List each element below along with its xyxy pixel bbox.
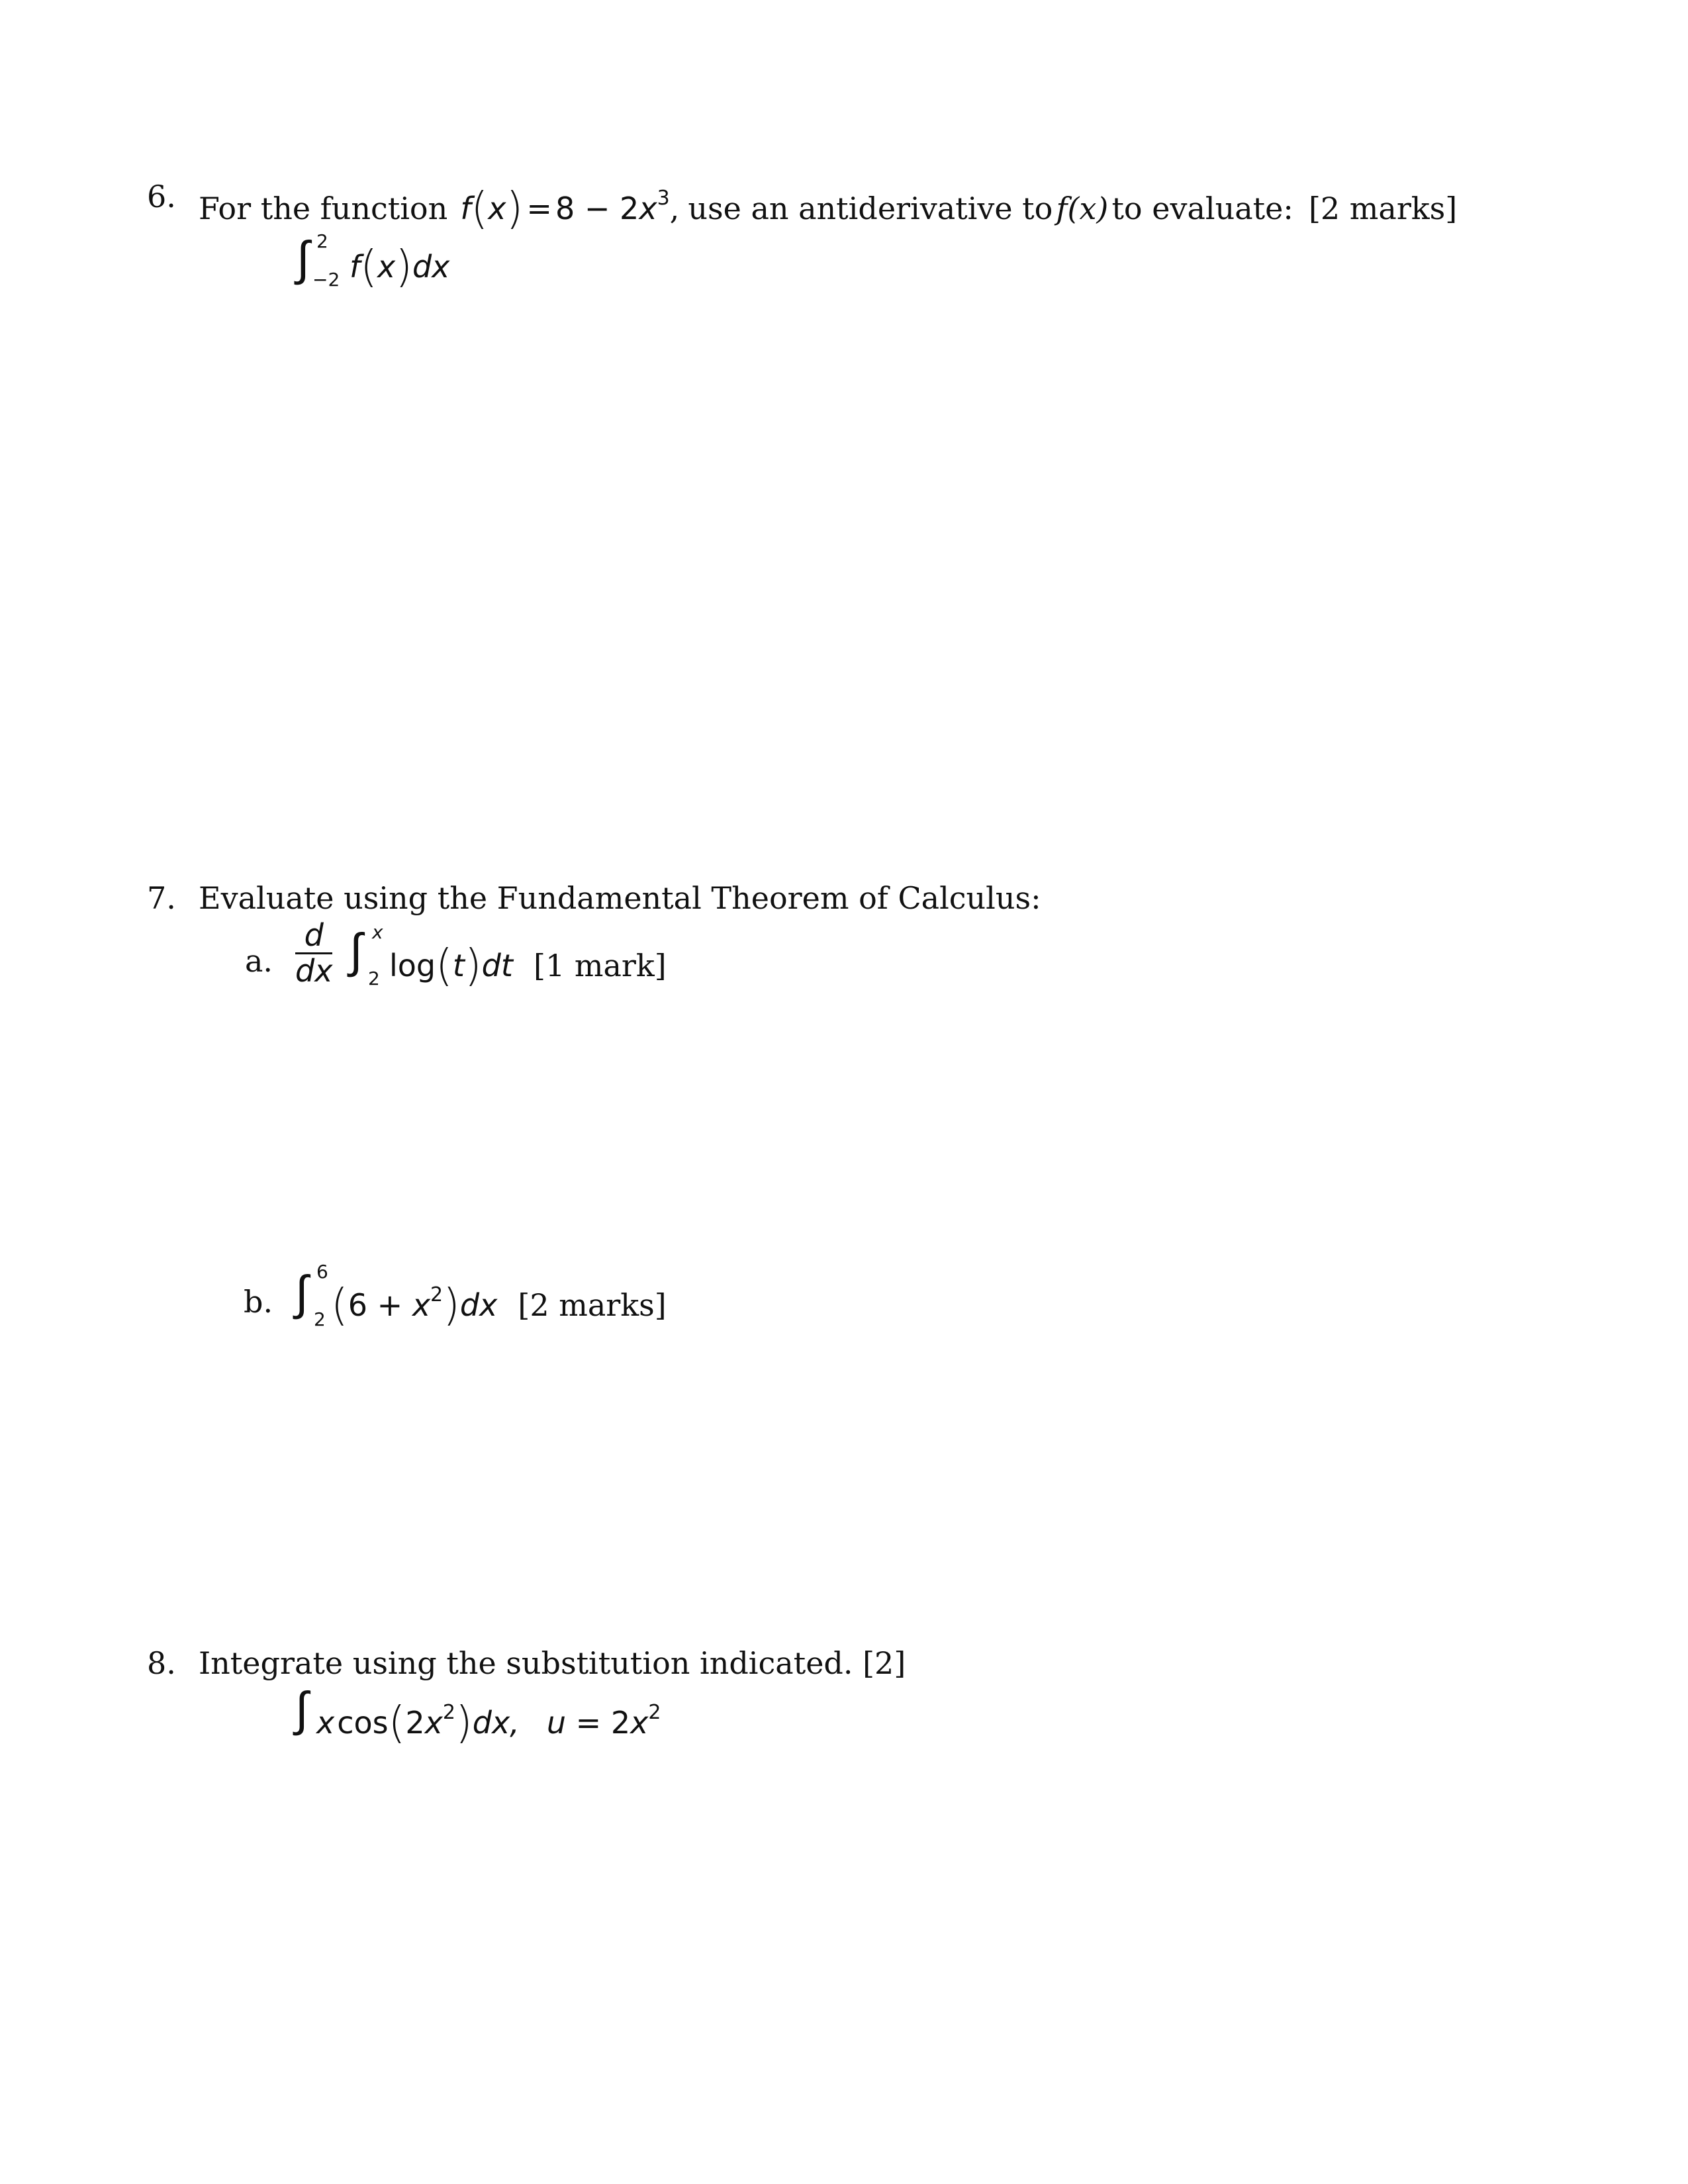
question-7-number: 7. (147, 880, 176, 916)
derivative-operator (295, 919, 332, 987)
differential: dt (481, 948, 513, 983)
differential: dx (412, 249, 450, 285)
question-6-line: For the function f(x) = 8 − 2x3, use an antiderivative to f(x) to evaluate: [2 marks] (199, 183, 1458, 234)
differential: dx, (472, 1705, 520, 1741)
integrand-arg: x (377, 249, 396, 285)
question-6-number: 6. (147, 179, 176, 214)
part-a-label: a. (245, 943, 273, 979)
log-arg: t (452, 948, 465, 983)
integral-sign: ∫ (295, 1265, 308, 1320)
inner-var: x (412, 1287, 431, 1323)
inner-coefficient: 2 (405, 1705, 425, 1741)
question-6-mid: use an antiderivative to (688, 191, 1053, 226)
question-6-lead: For the function (199, 191, 448, 226)
inner-var: x (424, 1705, 443, 1741)
inner-exponent: 2 (430, 1283, 444, 1306)
part-b-expression: ∫ 6 2 (6 + x2)dx [2 marks] (295, 1261, 667, 1330)
question-8-integral: ∫ xcos(2x2)dx, u = 2x2 (295, 1681, 661, 1748)
differential: dx (459, 1287, 498, 1323)
part-b-marks: [2 marks] (518, 1287, 667, 1323)
integral-lower-limit: 2 (368, 968, 380, 989)
question-6-marks: [2 marks] (1308, 191, 1458, 226)
expr-const: 8 − 2 (555, 191, 639, 226)
integral-lower-limit: 2 (314, 1308, 326, 1330)
integral-sign: ∫ (297, 230, 310, 286)
integral-upper-limit: x (372, 921, 383, 943)
log-function: log (389, 948, 436, 983)
substitution-equals: = 2 (566, 1705, 631, 1741)
comma: , (669, 191, 680, 226)
cos-function: cos (337, 1705, 389, 1741)
equals-sign: = (526, 191, 552, 226)
derivative-denominator: dx (295, 952, 333, 989)
substitution-exponent: 2 (648, 1701, 661, 1724)
inner-constant: 6 + (348, 1287, 412, 1323)
part-a-marks: [1 mark] (534, 948, 667, 983)
function-arg: x (488, 191, 506, 226)
integral-upper-limit: 2 (316, 230, 328, 252)
part-b-label: b. (244, 1284, 273, 1320)
integral-upper-limit: 6 (316, 1261, 328, 1283)
function-name: f (460, 191, 471, 226)
inner-exponent: 2 (442, 1701, 455, 1724)
integrand-x: x (316, 1705, 335, 1741)
integrand-function: f (350, 249, 361, 285)
expr-var: x (639, 191, 657, 226)
integral-sign: ∫ (295, 1681, 308, 1737)
question-8-prompt: Integrate using the substitution indicated. [2] (199, 1645, 906, 1681)
question-6-tail: to evaluate: (1111, 191, 1293, 226)
function-reference: f(x) (1056, 191, 1109, 226)
derivative-numerator: d (295, 919, 332, 954)
integral-sign: ∫ (350, 923, 363, 978)
question-6-integral: ∫ 2 −2 f(x)dx (297, 230, 450, 292)
question-7-prompt: Evaluate using the Fundamental Theorem of Calculus: (199, 880, 1041, 916)
substitution-var: u (546, 1705, 567, 1741)
expr-exponent: 3 (657, 187, 670, 210)
integral-lower-limit: −2 (312, 269, 340, 291)
question-8-number: 8. (147, 1645, 176, 1681)
substitution-x: x (630, 1705, 649, 1741)
part-a-expression: $\frac{d}{dx}$ ∫ x 2 log(t)dt [1 mark] (295, 917, 667, 991)
